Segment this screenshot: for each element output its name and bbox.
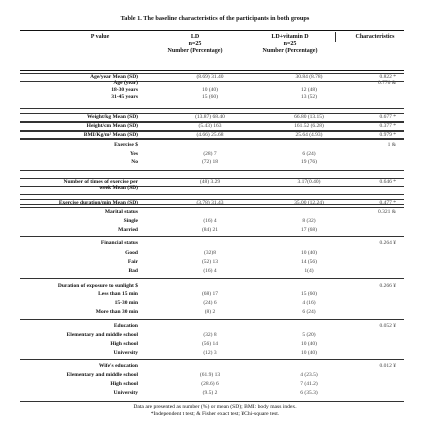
row-ld-value: (84) 21	[201, 227, 219, 233]
row-label: Duration of exposure to sunlight $	[57, 283, 138, 289]
row-ld-value: (32)8	[204, 250, 216, 256]
row-ldv-value: 3.17(0.40)	[297, 179, 321, 185]
header-ldv-unit: Number (Percentage)	[262, 48, 318, 55]
row-ldv-value: 30.84 (8.78)	[295, 74, 323, 80]
row-ld-value: 10 (40)	[201, 87, 219, 93]
table-row	[20, 300, 404, 307]
row-ld-value: (8) 2	[204, 309, 216, 315]
table-row	[20, 227, 404, 234]
table-title: Table 1. The baseline characteristics of the participants in both groups	[120, 15, 310, 22]
table-row	[20, 185, 404, 192]
row-ldv-value: 13 (52)	[300, 94, 318, 100]
row-ldv-value: 4 (23.5)	[300, 372, 318, 378]
row-p-value: 0.266 ¥	[379, 283, 396, 289]
row-ldv-value: 8 (32)	[302, 218, 316, 224]
row-ld-value: (24) 6	[203, 300, 217, 306]
row-ld-value: (48) 3.29	[199, 179, 221, 185]
row-p-value: 0.979 *	[379, 132, 396, 138]
header-ldv-name: LD+vitamin D	[271, 34, 309, 40]
row-label: Exercise $	[114, 142, 138, 148]
row-label: Elementary and middle school	[66, 332, 138, 338]
row-label: Yes	[130, 151, 138, 157]
row-label: BMI/Kg/m² Mean (SD)	[83, 132, 138, 138]
table-row	[20, 218, 404, 225]
row-p-value: 0.822 *	[379, 74, 396, 80]
header-ld-unit: Number (Percentage)	[167, 48, 223, 55]
header-characteristics: Characteristics	[355, 34, 395, 40]
footer-note-1: Data are presented as number (%) or mean (SD); BMI: body mass index.	[133, 404, 297, 410]
row-label: Weight/kg Mean (SD)	[86, 114, 138, 120]
row-label: Height/cm Mean (SD)	[86, 123, 138, 129]
group-rule	[20, 236, 404, 237]
table-row	[20, 350, 404, 357]
row-label: High school	[110, 381, 138, 387]
table-row	[20, 87, 404, 94]
table-row	[20, 283, 404, 290]
table-row	[20, 113, 404, 122]
row-ld-value: (12) 3	[203, 350, 217, 356]
table-row	[20, 142, 404, 149]
row-ld-value: (4.66) 25.68	[196, 132, 224, 138]
group-rule	[20, 319, 404, 320]
row-ldv-value: 35.00 (12.24)	[294, 200, 324, 206]
table-row	[20, 332, 404, 339]
row-ldv-value: 161.52 (6.28)	[294, 123, 324, 129]
row-ldv-value: 7 (41.2)	[300, 381, 318, 387]
row-ldv-value: 25.64 (4.93)	[295, 132, 323, 138]
header-bottom-rule	[20, 70, 404, 71]
row-ldv-value: 6 (24)	[302, 309, 316, 315]
row-ldv-value: 15 (60)	[300, 291, 318, 297]
table-row	[20, 268, 404, 275]
group-rule	[20, 138, 404, 139]
row-p-value: 0.052 ¥	[379, 323, 396, 329]
table-row	[20, 390, 404, 397]
group-rule	[20, 108, 404, 109]
table-row	[20, 250, 404, 257]
row-ld-value: (52) 13	[201, 259, 219, 265]
row-ldv-value: 5 (20)	[302, 332, 316, 338]
footer-note-2: *Independent t test; & Fisher exact test; ¥Chi-square test.	[150, 411, 280, 417]
row-label: Marital status	[104, 209, 138, 215]
row-label: 18-30 years	[111, 87, 138, 93]
group-rule	[20, 359, 404, 360]
row-p-value: 0.677 *	[379, 114, 396, 120]
row-label: Education	[113, 323, 138, 329]
row-label: Elementary and middle school	[66, 372, 138, 378]
row-p-value: 0.321 &	[377, 209, 396, 215]
row-ld-value: (5.43) 163	[198, 123, 222, 129]
table-row	[20, 363, 404, 370]
row-label: Less than 15 min	[98, 291, 138, 297]
row-label: Age (year)	[113, 80, 138, 86]
header-ld-name: LD	[190, 34, 200, 40]
table-row	[20, 94, 404, 101]
row-label: week Mean (SD)	[99, 185, 138, 191]
row-ldv-value: 12 (48)	[300, 87, 318, 93]
table-row	[20, 309, 404, 316]
row-label: Single	[123, 218, 138, 224]
group-rule	[20, 204, 404, 205]
row-ld-value: (8.69) 31.40	[196, 74, 224, 80]
table-row	[20, 372, 404, 379]
row-label: University	[113, 390, 138, 396]
row-p-value: 0.377 *	[379, 123, 396, 129]
row-ldv-value: 4 (16)	[302, 300, 316, 306]
row-p-value: 0.646 *	[379, 179, 396, 185]
row-label: Married	[118, 227, 138, 233]
row-ldv-value: 14 (56)	[300, 259, 318, 265]
row-label: No	[131, 159, 138, 165]
row-ldv-value: 17 (68)	[300, 227, 318, 233]
row-label: Wife's education	[98, 363, 138, 369]
row-label: Age/year Mean (SD)	[90, 74, 138, 80]
row-label: Good	[125, 250, 138, 256]
row-p-value: 1 &	[387, 142, 396, 148]
row-p-value: 0.477 *	[379, 200, 396, 206]
row-p-value: 0.264 ¥	[379, 240, 396, 246]
header-ld	[160, 34, 230, 56]
row-ld-value: (72) 18	[201, 159, 219, 165]
header-pvalue: P value	[90, 34, 110, 40]
row-ld-value: 15 (60)	[201, 94, 219, 100]
row-ldv-value: 66.80 (13.15)	[294, 114, 324, 120]
group-rule	[20, 170, 404, 171]
row-ldv-value: 6 (24)	[302, 151, 316, 157]
row-label: More than 30 min	[95, 309, 138, 315]
row-ld-value: (32) 8	[203, 332, 217, 338]
table-row	[20, 341, 404, 348]
row-ld-value: (28) 7	[203, 151, 217, 157]
table-row	[20, 381, 404, 388]
row-p-value: 0.012 ¥	[379, 363, 396, 369]
row-ld-value: (13.87) 68.40	[195, 114, 225, 120]
row-p-value: 0.776 &	[377, 80, 396, 86]
row-ld-value: (16) 4	[203, 218, 217, 224]
row-label: Fair	[127, 259, 138, 265]
row-ld-value: (9.5) 2	[202, 390, 218, 396]
row-label: Number of times of exercise per	[63, 179, 138, 185]
row-ld-value: (3.78) 31.43	[196, 200, 224, 206]
header-ldv-n: n=25	[283, 41, 297, 48]
table-bottom-rule	[20, 401, 404, 402]
row-label: University	[113, 350, 138, 356]
table-row	[20, 240, 404, 247]
row-ldv-value: 19 (76)	[300, 159, 318, 165]
row-ld-value: (28.6) 6	[201, 381, 219, 387]
row-label: High school	[110, 341, 138, 347]
row-label: 15-30 min	[114, 300, 138, 306]
table-row	[20, 259, 404, 266]
row-ldv-value: 10 (40)	[300, 250, 318, 256]
table-row	[20, 122, 404, 131]
group-rule	[20, 278, 404, 279]
row-ld-value: (68) 17	[201, 291, 219, 297]
row-ld-value: (61.9) 13	[199, 372, 221, 378]
row-label: Financial status	[100, 240, 138, 246]
group-rule	[20, 194, 404, 195]
row-ldv-value: 1(4)	[304, 268, 314, 274]
header-ldv	[250, 34, 330, 56]
row-label: Bad	[128, 268, 138, 274]
header-top-rule	[20, 30, 404, 31]
header-divider	[335, 32, 336, 42]
row-ldv-value: 6 (35.3)	[300, 390, 318, 396]
row-ld-value: (16) 4	[203, 268, 217, 274]
row-label: 31-45 years	[111, 94, 138, 100]
row-ldv-value: 10 (40)	[300, 341, 318, 347]
table-row	[20, 159, 404, 166]
row-ldv-value: 10 (40)	[300, 350, 318, 356]
row-label: Exercise duration/min Mean (SD)	[58, 200, 138, 206]
header-ld-n: n=25	[188, 41, 202, 48]
table-row	[20, 80, 404, 87]
table-row	[20, 291, 404, 298]
table-row	[20, 209, 404, 216]
table-row	[20, 323, 404, 330]
table-row	[20, 151, 404, 158]
row-ld-value: (56) 14	[201, 341, 219, 347]
